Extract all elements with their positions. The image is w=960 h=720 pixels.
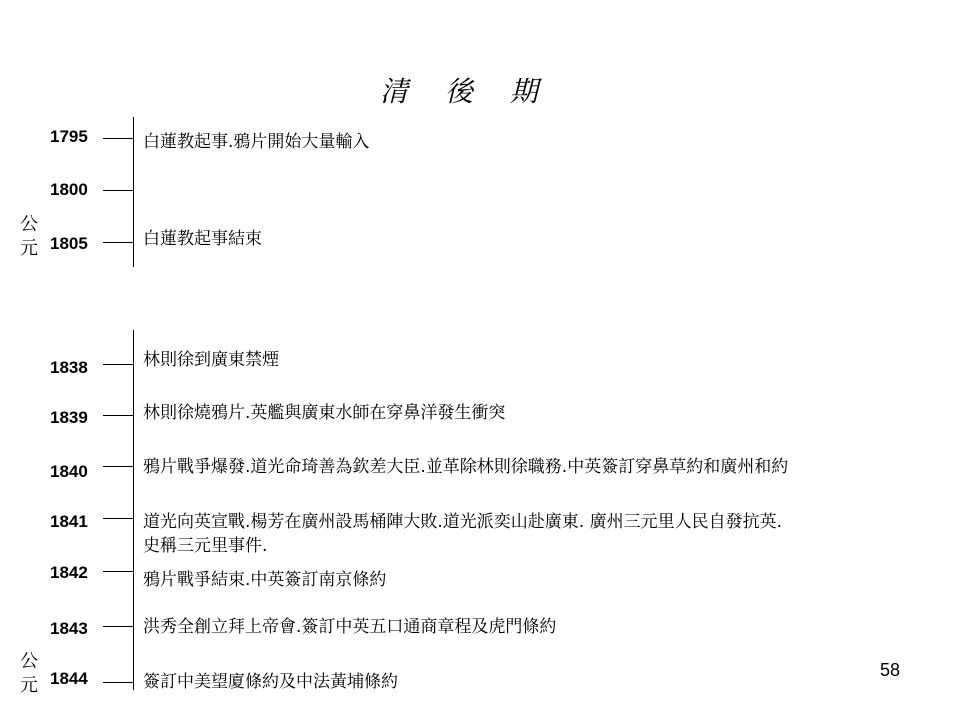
timeline-event: 道光向英宣戰.楊芳在廣州設馬桶陣大敗.道光派奕山赴廣東. 廣州三元里人民自發抗英. <box>143 512 783 532</box>
timeline-axis-bottom <box>133 330 134 690</box>
timeline-tick <box>103 518 133 519</box>
timeline-tick <box>103 242 133 243</box>
era-char: 公 <box>20 214 38 235</box>
timeline-year: 1800 <box>50 180 88 199</box>
timeline-year: 1841 <box>50 512 88 531</box>
timeline-event: 白蓮教起事.鴉片開始大量輸入 <box>143 132 370 152</box>
timeline-event: 簽訂中美望廈條約及中法黃埔條約 <box>143 672 398 692</box>
timeline-tick <box>103 190 133 191</box>
era-char: 元 <box>20 238 38 259</box>
timeline-tick <box>103 682 133 683</box>
timeline-event: 林則徐到廣東禁煙 <box>143 350 279 370</box>
timeline-year: 1840 <box>50 462 88 481</box>
timeline-tick <box>103 364 133 365</box>
timeline-tick <box>103 138 133 139</box>
era-label-top <box>20 213 42 261</box>
page-number: 58 <box>880 660 901 680</box>
timeline-event: 林則徐燒鴉片.英艦與廣東水師在穿鼻洋發生衝突 <box>143 403 506 423</box>
era-char: 元 <box>20 675 38 696</box>
timeline-event: 洪秀全創立拜上帝會.簽訂中英五口通商章程及虎門條約 <box>143 617 557 637</box>
timeline-year: 1843 <box>50 619 88 638</box>
timeline-axis-top <box>133 117 134 267</box>
timeline-tick <box>103 466 133 467</box>
timeline-event: 鴉片戰爭結束.中英簽訂南京條約 <box>143 570 387 590</box>
timeline-tick <box>103 415 133 416</box>
timeline-year: 1844 <box>50 669 88 688</box>
page-title: 清 後 期 <box>380 75 552 108</box>
timeline-year: 1842 <box>50 563 88 582</box>
timeline-year: 1795 <box>50 127 88 146</box>
timeline-tick <box>103 626 133 627</box>
timeline-tick <box>103 571 133 572</box>
timeline-year: 1838 <box>50 358 88 377</box>
era-label-bottom <box>20 650 42 698</box>
timeline-event-continued: 史稱三元里事件. <box>143 536 268 556</box>
timeline-year: 1805 <box>50 234 88 253</box>
timeline-year: 1839 <box>50 408 88 427</box>
timeline-event: 白蓮教起事結束 <box>143 229 262 249</box>
timeline-event: 鴉片戰爭爆發.道光命琦善為欽差大臣.並革除林則徐職務.中英簽訂穿鼻草約和廣州和約 <box>143 457 789 477</box>
era-char: 公 <box>20 651 38 672</box>
